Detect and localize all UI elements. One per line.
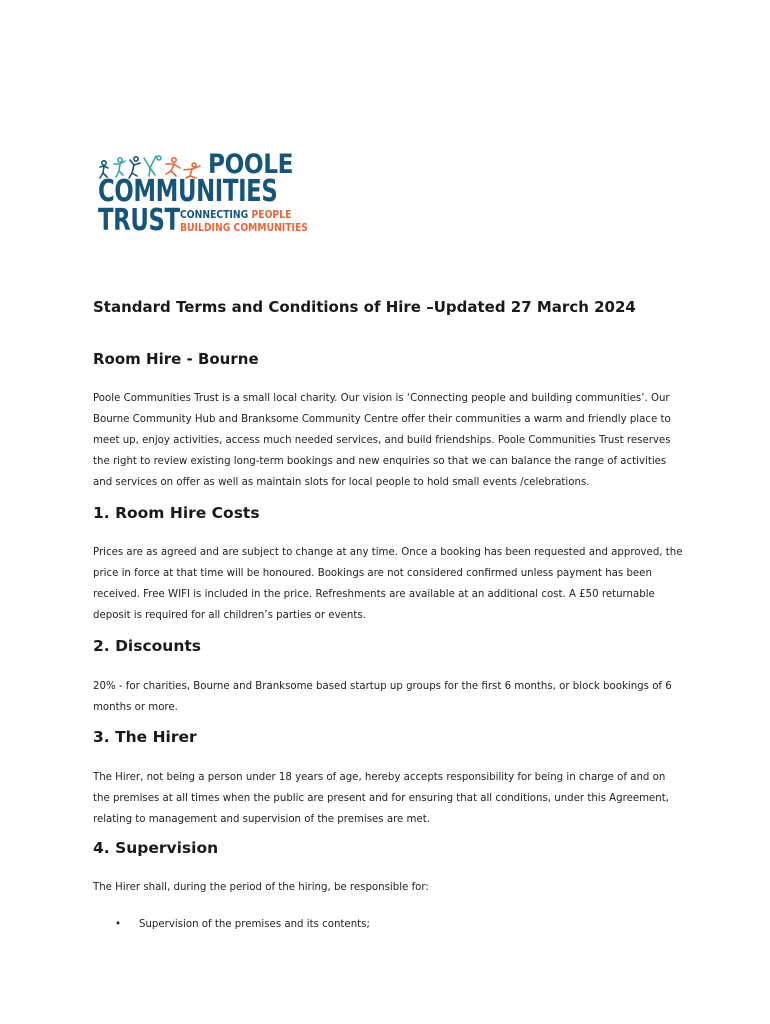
section-heading-room-hire-costs: 1. Room Hire Costs — [93, 504, 260, 522]
section-heading-discounts: 2. Discounts — [93, 637, 202, 655]
logo-word-communities: COMMUNITIES — [98, 174, 278, 209]
section-body-supervision: The Hirer shall, during the period of the hiring, be responsible for: — [93, 882, 429, 893]
section-body-the-hirer: The Hirer, not being a person under 18 years of age, hereby accepts responsibility for being in charge of and on the premises at all times when the public are present and for ensuring that all conditions, under this Agreement, relating to management and supervision of the premises are met. — [93, 772, 669, 825]
document-title: Standard Terms and Conditions of Hire –Updated 27 March 2024 — [93, 298, 636, 316]
tagline-people: PEOPLE — [251, 208, 292, 221]
section-body-discounts: 20% - for charities, Bourne and Branksome based startup up groups for the first 6 months, or block bookings of 6 months or more. — [93, 681, 672, 713]
tagline-communities: COMMUNITIES — [233, 221, 308, 234]
tagline-building: BUILDING — [180, 221, 231, 234]
section-heading-the-hirer: 3. The Hirer — [93, 728, 197, 746]
logo-tagline-line1 — [180, 209, 291, 221]
logo-word-trust: TRUST — [98, 203, 180, 238]
bullet-text: Supervision of the premises and its contents; — [139, 919, 370, 930]
document-subtitle: Room Hire - Bourne — [93, 350, 259, 368]
logo-tagline-line2 — [180, 222, 308, 234]
poole-communities-trust-logo — [98, 149, 308, 240]
intro-paragraph: Poole Communities Trust is a small local charity. Our vision is ‘Connecting people and building communities’. Our Bourne Community Hub and Branksome Community Centre offer their communities a warm and friendly place to meet up, enjoy activities, access much needed services, and build friendships. Poole Communities Trust reserves the right to review existing long-term bookings and new enquiries so that we can balance the range of activities and services on offer as well as maintain slots for local people to hold small events /celebrations. — [93, 393, 671, 488]
logo-word-poole: POOLE — [208, 149, 294, 180]
section-body-room-hire-costs: Prices are as agreed and are subject to change at any time. Once a booking has been requested and approved, the price in force at that time will be honoured. Bookings are not considered confirmed unless payment has been received. Free WIFI is included in the price. Refreshments are available at an additional cost. A £50 returnable deposit is required for all children’s parties or events. — [93, 547, 683, 621]
bullet-marker: • — [115, 919, 122, 930]
section-heading-supervision: 4. Supervision — [93, 839, 219, 857]
tagline-connecting: CONNECTING — [180, 208, 249, 221]
